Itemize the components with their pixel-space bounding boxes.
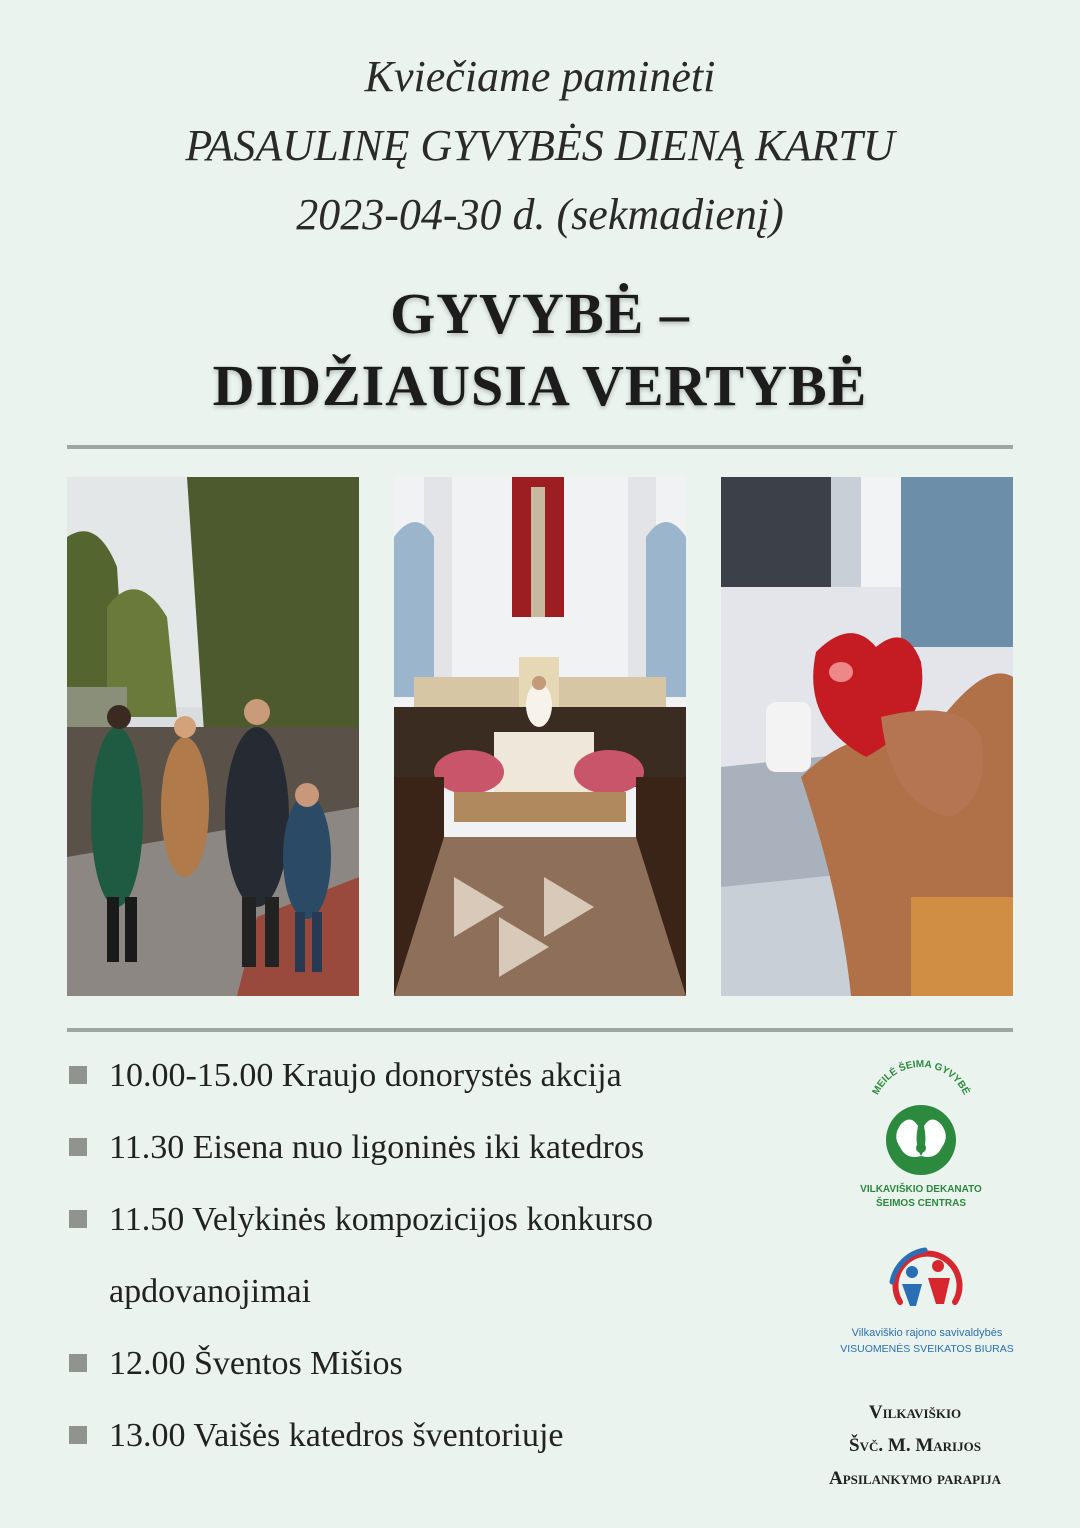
family-logo-line1: VILKAVIŠKIO DEKANATO [860,1184,982,1195]
schedule-item-text: 11.30 Eisena nuo ligoninės iki katedros [109,1129,645,1166]
schedule-item [67,1184,827,1328]
bullet-icon [69,1138,87,1156]
bullet-icon [69,1426,87,1444]
intro-line-2: PASAULINĘ GYVYBĖS DIENĄ KARTU [185,121,895,170]
divider-top [67,445,1013,449]
schedule-list [67,1040,827,1472]
schedule-item [67,1400,827,1472]
divider-bottom [67,1028,1013,1032]
schedule-item [67,1328,827,1400]
schedule-item-text: 10.00-15.00 Kraujo donorystės akcija [109,1057,622,1094]
schedule-item [67,1112,827,1184]
intro-line-1: Kviečiame paminėti [364,52,716,101]
intro-line-3: 2023-04-30 d. (sekmadienį) [296,190,784,239]
schedule-item [67,1040,827,1112]
health-logo-line2: VISUOMENĖS SVEIKATOS BIURAS [840,1343,1014,1355]
schedule-item-text: 13.00 Vaišės katedros šventoriuje [109,1417,564,1454]
health-logo-line1: Vilkaviškio rajono savivaldybės [851,1327,1003,1339]
family-logo-line2: ŠEIMOS CENTRAS [875,1198,967,1209]
schedule-item-text: 12.00 Šventos Mišios [109,1345,403,1382]
photo-procession [67,477,359,996]
health-bureau-logo [830,1240,1025,1360]
bullet-icon [69,1066,87,1084]
photo-church [394,477,686,996]
bullet-icon [69,1210,87,1228]
bullet-icon [69,1354,87,1372]
family-logo-circle [886,1105,956,1175]
parish-line-1: Vilkaviškio [868,1402,962,1423]
headline-line-2: DIDŽIAUSIA VERTYBĖ [212,353,868,418]
parish-name [800,1396,1030,1495]
headline-line-1: GYVYBĖ – [390,281,690,346]
intro-text [0,42,1080,249]
photo-heart-hand [721,477,1013,996]
headline [0,278,1080,422]
family-center-logo [856,1052,986,1212]
parish-line-2: Švč. M. Marijos [849,1435,981,1456]
schedule-item-text: 11.50 Velykinės kompozicijos konkurso apdovanojimai [109,1201,653,1310]
parish-line-3: Apsilankymo parapija [828,1468,1002,1489]
logo-arc-text: MEILĖ ŠEIMA GYVYBĖ [870,1058,972,1097]
